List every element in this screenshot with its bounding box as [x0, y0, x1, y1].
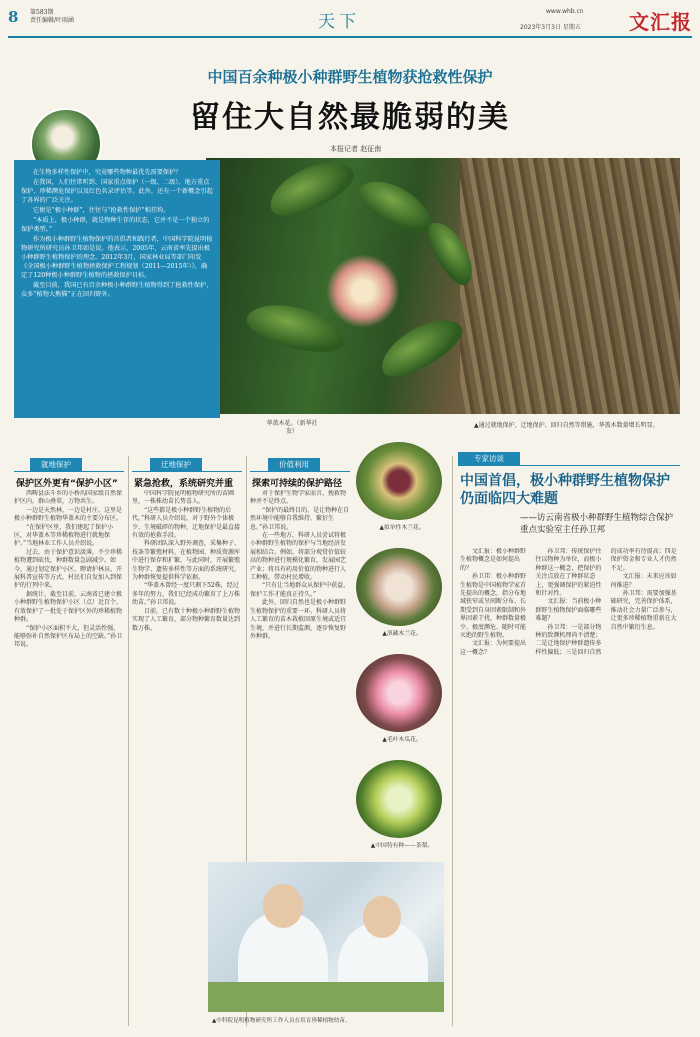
- paragraph: 对于保护生物学家而言，挽救物种并不是终点。: [250, 490, 347, 506]
- column-rule: [250, 471, 350, 472]
- main-photo-caption-right: ▲通过就地保护、迁地保护、回归自然等措施，华盖木数量增长明显。: [474, 422, 659, 429]
- column-rule: [132, 471, 242, 472]
- page-number: 8: [8, 8, 19, 26]
- column-title: 紧急抢救，系统研究并重: [134, 479, 234, 489]
- flower-thumbnail: [356, 548, 442, 626]
- main-photo: [206, 158, 680, 414]
- column-divider: [128, 456, 129, 1026]
- column-title: 探索可持续的保护路径: [252, 479, 343, 489]
- tree-bark: [460, 158, 680, 414]
- main-photo-caption: 华盖木花。（新华社发）: [266, 420, 318, 435]
- paragraph: 孙卫邦：传统保护往往以物种为单位，而极小种群这一概念，把保护的关注点放在了种群状态上，更强调保护的紧迫性和针对性。: [535, 548, 602, 598]
- column-tag: 就地保护: [30, 458, 82, 471]
- website: www.whb.cn: [546, 8, 584, 15]
- thumbnail-caption: ▲滇藏木兰花。: [382, 631, 422, 637]
- leaf: [352, 170, 439, 241]
- paragraph: “华盖木曾经一度只剩下52株，经过多年的努力，我们已经成功繁育了上万株幼苗。”孙卫邦说。: [132, 582, 241, 607]
- lead-paragraph: “本质上，极小种群，就是物种生存的状态，它并不是一个独立的保护类型。”: [21, 217, 210, 233]
- issue-date: 2023年3月3日 星期五: [520, 24, 581, 31]
- lead-paragraph: 它便是“极小种群”，往往与“抢救性保护”相挂钩。: [33, 207, 170, 214]
- paragraph: 文汇报：极小种群野生植物概念是如何提出的？: [460, 548, 527, 572]
- byline: 本报记者 赵征南: [330, 145, 382, 153]
- thumbnail-caption: ▲拟单性木兰花。: [379, 525, 425, 531]
- paragraph: 一边是天然林，一边是村庄。这里是极小种群野生植物华盖木的主要分布区。: [14, 506, 123, 523]
- issue-number: 第583期: [30, 9, 54, 16]
- researcher-head: [363, 896, 401, 938]
- thumbnail-caption: ▲毛叶木瓜花。: [382, 737, 422, 743]
- paragraph: 科研团队深入野外调查，采集种子、枝条等繁殖材料，在植物园、种质资源库中进行保存和扩繁。与此同时，开展繁殖生物学、遗传多样性等方面的系统研究，为种群恢复提供科学依据。: [132, 540, 241, 582]
- paragraph: “保护的最终目的，是让物种在自然环境中能够自我维持、繁衍生息。”孙卫邦说。: [250, 506, 350, 531]
- lead-paragraph: 在生物多样性保护中，究竟哪些物种最优先需要保护？: [33, 169, 182, 176]
- paragraph: 据统计，截至目前，云南省已建立极小种群野生植物保护小区（点）近百个，有效保护了一批处于保护区外的珍稀植物种群。: [14, 590, 123, 624]
- column-tag: 价值利用: [268, 458, 320, 471]
- paragraph: 文汇报：未来应该如何推进？: [610, 573, 677, 589]
- seedling-tray: [208, 982, 444, 1012]
- paragraph: 过去，由于保护意识淡薄，不少珍稀植物遭到砍伐，种群数量急剧减少。如今，通过划定保护小区、聘请护林员、开展科普宣传等方式，村民们自发加入到保护的行列中来。: [14, 548, 123, 590]
- column-body: [250, 490, 350, 858]
- leaf: [262, 158, 360, 225]
- expert-body: [460, 548, 680, 1018]
- paragraph: 中国科学院昆明植物研究所的苗圃里，一株株幼苗长势喜人。: [132, 490, 235, 506]
- lab-photo-caption: ▲中科院昆明植物研究所工作人员在培育珍稀植物幼苗。: [212, 1018, 351, 1024]
- issue-info: [30, 9, 74, 25]
- column-divider: [452, 456, 453, 1026]
- column-rule: [14, 471, 124, 472]
- kicker: 中国百余种极小种群野生植物获抢救性保护: [207, 68, 493, 86]
- flower: [326, 254, 400, 328]
- paragraph: “这些都是极小种群野生植物的后代。”科研人员介绍说，对于野外个体极少、生境破碎的物种，迁地保护是最直接有效的抢救手段。: [132, 506, 241, 540]
- paragraph: “在保护区里，我们建起了保护小区，对华盖木等珍稀植物进行就地保护。”当地林业工作人员介绍说。: [14, 523, 114, 548]
- section-title: 天下: [318, 12, 360, 32]
- lab-photo: [208, 862, 444, 1012]
- flower-thumbnail: [356, 654, 442, 732]
- paragraph: 在一些地方，科研人员尝试将极小种群野生植物的保护与当地经济发展相结合。例如，将部分观赏价值较高的物种进行规模化繁育，发展园艺产业；将具有药用价值的物种进行人工种植，带动村民增收。: [250, 532, 347, 582]
- paragraph: 文汇报：当前极小种群野生植物保护面临哪些难题？: [535, 598, 602, 623]
- thumbnail-caption: ▲中国特有种——茶梨。: [370, 843, 434, 849]
- expert-title: 中国首倡，极小种群野生植物保护仍面临四大难题: [460, 473, 670, 507]
- paragraph: 孙卫邦：需要加强基础研究，完善保护体系，推动社会力量广泛参与，让更多珍稀植物重新在大自然中繁衍生息。: [610, 590, 677, 631]
- expert-subtitle: ——访云南省极小种群野生植物综合保护重点实验室主任孙卫邦: [520, 513, 674, 535]
- paragraph: 孙卫邦：一是部分物种的致濒机理尚不清楚；二是迁地保护种群遗传多样性偏低；三是回归自然的成功率有待提高；四是保护资金和专业人才仍然不足。: [535, 548, 677, 656]
- paragraph: 孙卫邦：极小种群野生植物是中国植物学家首先提出的概念，指分布地域狭窄或呈间断分布、长期受到自身因素限制和外界因素干扰，种群数量极少、极度濒危、随时可能灭绝的野生植物。: [460, 573, 527, 640]
- lead-text: [14, 160, 220, 418]
- paragraph: 此外，回归自然也是极小种群野生植物保护的重要一环。科研人员将人工繁育的苗木栽植回原生境或适宜生境，并进行长期监测，逐步恢复野外种群。: [250, 599, 347, 640]
- column-body: [14, 490, 124, 1020]
- leaf: [373, 308, 470, 386]
- paragraph: 文汇报：为何要提出这一概念？: [460, 640, 527, 656]
- column-title: 保护区外更有“保护小区”: [16, 479, 118, 489]
- newspaper-logo: 文汇报: [629, 10, 692, 34]
- column-tag: 迁地保护: [150, 458, 202, 471]
- researcher-head: [263, 884, 303, 928]
- paragraph: 目前，已有数十种极小种群野生植物实现了人工繁育，部分物种繁育数量达到数万株。: [132, 607, 241, 632]
- paragraph: “保护小区面积不大，但灵活性强，能够弥补自然保护区布局上的空缺。”孙卫邦说。: [14, 624, 123, 649]
- paragraph: 西畴县法斗乡的小桥沟国家级自然保护区内，群山叠翠，万物共生。: [14, 490, 123, 506]
- expert-rule: [458, 465, 680, 466]
- lead-paragraph: 作为极小种群野生植物保护的首倡者和践行者，中国科学院昆明植物研究所研究员孙卫邦如是说。他表示，2005年，云南省率先提出极小种群野生植物保护的理念。2012年3月，国家林业局等部门印发《全国极小种群野生植物拯救保护工程规划（2011—2015年）》，确定了120种极小种群野生植物的拯救保护目标。: [21, 236, 213, 279]
- lead-paragraph: 在我国，人们往常听到、国家重点保护（一级、二级）、地方重点保护、珍稀濒危保护以及红色名录评估等。此外，还有一个新概念引起了各界的广泛关注。: [21, 179, 213, 204]
- flower-thumbnail: [356, 760, 442, 838]
- headline: 留住大自然最脆弱的美: [190, 100, 510, 135]
- expert-tag: 专家访谈: [458, 452, 520, 465]
- masthead: [8, 4, 692, 38]
- flower-thumbnail: [356, 442, 442, 520]
- editor: 责任编辑/叶雨涵: [30, 17, 75, 24]
- paragraph: “只有让当地群众从保护中获益，保护工作才能真正持久。”: [250, 582, 350, 598]
- lead-paragraph: 截至目前，我国已有百余种极小种群野生植物得到了抢救性保护，众多“植物大熊猫”正在回归野外。: [21, 282, 213, 298]
